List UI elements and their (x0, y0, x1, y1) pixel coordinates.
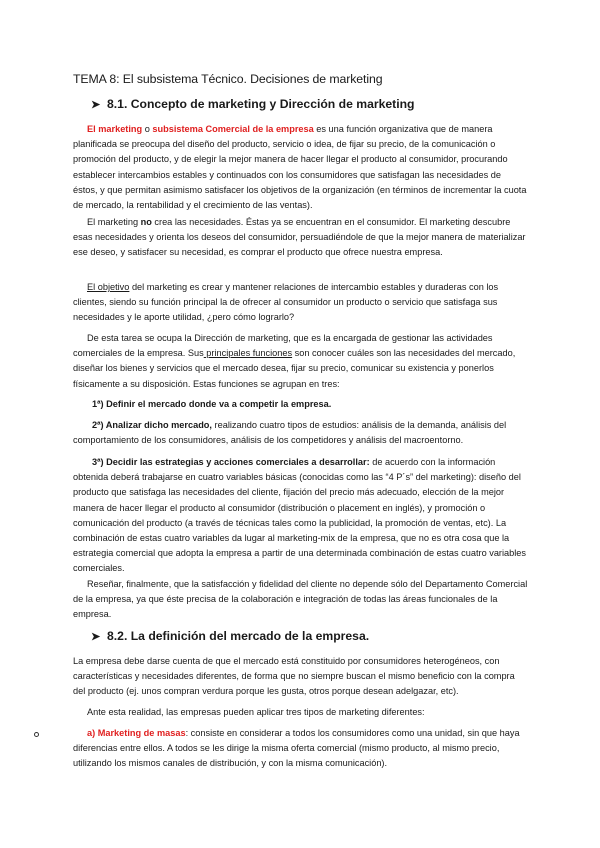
underlined-term: El objetivo (87, 282, 130, 292)
text-run: o (142, 124, 153, 134)
text-run: realizando cuatro tipos de estudios: análisis de la demanda, análisis del comportamiento de los consumidores, análisis de los competidores y análisis del macroentorno. (73, 420, 507, 446)
text-run: del marketing es crear y mantener relaciones de intercambio estables y duraderas con los clientes, siendo su función principal la de ofrecer al consumidor un producto o servicio que satisfaga sus necesidades y le aporte utilidad, ¿pero cómo lograrlo? (73, 282, 499, 323)
text-run: De esta tarea se ocupa la Dirección de marketing, que es la encargada de gestionar las actividades comerciales de la empresa. Sus (73, 333, 493, 359)
bold-term: 2ª) Analizar dicho mercado, (92, 420, 212, 430)
list-item-mass-marketing (73, 726, 528, 772)
function-item-2 (73, 418, 528, 448)
arrow-bullet-icon: ➤ (91, 99, 101, 111)
list-bullet-icon (34, 732, 39, 737)
text-run: El marketing (87, 217, 141, 227)
paragraph-needs (73, 215, 528, 261)
paragraph-satisfaction: Reseñar, finalmente, que la satisfacción y fidelidad del cliente no depende sólo del Departamento Comercial de la empresa, ya que éste precisa de la colaboración e integración de todas las áreas funcionales de la empresa. (73, 579, 528, 620)
text-run: : consiste en considerar a todos los consumidores como una unidad, sin que haya diferencias entre ellos. A todos se les dirige la misma oferta comercial (mismo producto, al mismo precio, utilizando los mismos canales de distribución, y con la misma comunicación). (73, 728, 520, 769)
function-item-3 (73, 455, 528, 577)
arrow-bullet-icon: ➤ (91, 631, 101, 643)
text-run: son conocer cuáles son las necesidades del mercado, diseñar los bienes y servicios que el mercado desea, fijar su precio, comunicar su existencia y ponerlos físicamente a su disposición. Estas funciones se agrupan en tres: (73, 348, 516, 389)
paragraph-direction (73, 331, 528, 392)
function-item-1: 1ª) Definir el mercado donde va a competir la empresa. (92, 399, 332, 409)
highlight-term: a) Marketing de masas (87, 728, 186, 738)
paragraph-market: La empresa debe darse cuenta de que el mercado está constituido por consumidores heterogéneos, con características y necesidades diferentes, de forma que no siempre buscan el mismo beneficio con la compra del producto (ej. unos compran verdura porque les gusta, otros porque desean adelgazar, etc). (73, 656, 515, 697)
bold-term: no (140, 217, 152, 227)
text-run: de acuerdo con la información obtenida deberá trabajarse en cuatro variables básicas (conocidas como las “4 P´s” del marketing): diseño del producto que satisfaga las necesidades del cliente, fijación del precio más adecuado, elección de la mejor manera de hacer llegar el producto al consumidor (distribución o placement en inglés), y promoción o comunicación del producto (a través de técnicas tales como la publicidad, la promoción de ventas, etc). La combinación de estas cuatro variables da lugar al marketing-mix de la empresa, que no es otra cosa que la estrategia comercial que adopta la empresa a partir de una determinada combinación de estas cuatro variables comerciales. (73, 457, 527, 574)
topic-title: TEMA 8: El subsistema Técnico. Decisiones de marketing (73, 72, 383, 86)
text-run: crea las necesidades. Éstas ya se encuentran en el consumidor. El marketing descubre esas necesidades y orienta los deseos del consumidor, persuadiéndole de que la mejor manera de materializar ese deseo, y satisfacer su necesidad, es comprar el producto que ofrece nuestra empresa. (73, 217, 526, 258)
text-run: es una función organizativa que de manera planificada se preocupa del diseño del producto, servicio o idea, de fijar su precio, de la comunicación o promoción del producto, y de elegir la mejor manera de hacer llegar el producto al consumidor, procurando establecer intercambios estables y continuados con los consumidores que satisfagan las necesidades de éstos, y que permitan asimismo satisfacer los objetivos de la organización (en términos de incrementar la cuota de mercado, la rentabilidad y el crecimiento de las ventas). (73, 124, 527, 211)
section-heading-8-2 (91, 629, 369, 643)
bold-term: 3ª) Decidir las estrategias y acciones comerciales a desarrollar: (92, 457, 370, 467)
section-heading-text: 8.2. La definición del mercado de la empresa. (107, 629, 370, 643)
paragraph-objective (73, 280, 528, 326)
highlight-term: El marketing (87, 124, 143, 134)
paragraph-marketing-definition (73, 122, 528, 213)
section-heading-text: 8.1. Concepto de marketing y Dirección de marketing (107, 97, 415, 111)
underlined-term: principales funciones (203, 348, 293, 359)
section-heading-8-1 (91, 97, 415, 111)
highlight-term: subsistema Comercial de la empresa (152, 124, 314, 134)
paragraph-marketing-types: Ante esta realidad, las empresas pueden aplicar tres tipos de marketing diferentes: (87, 707, 425, 717)
